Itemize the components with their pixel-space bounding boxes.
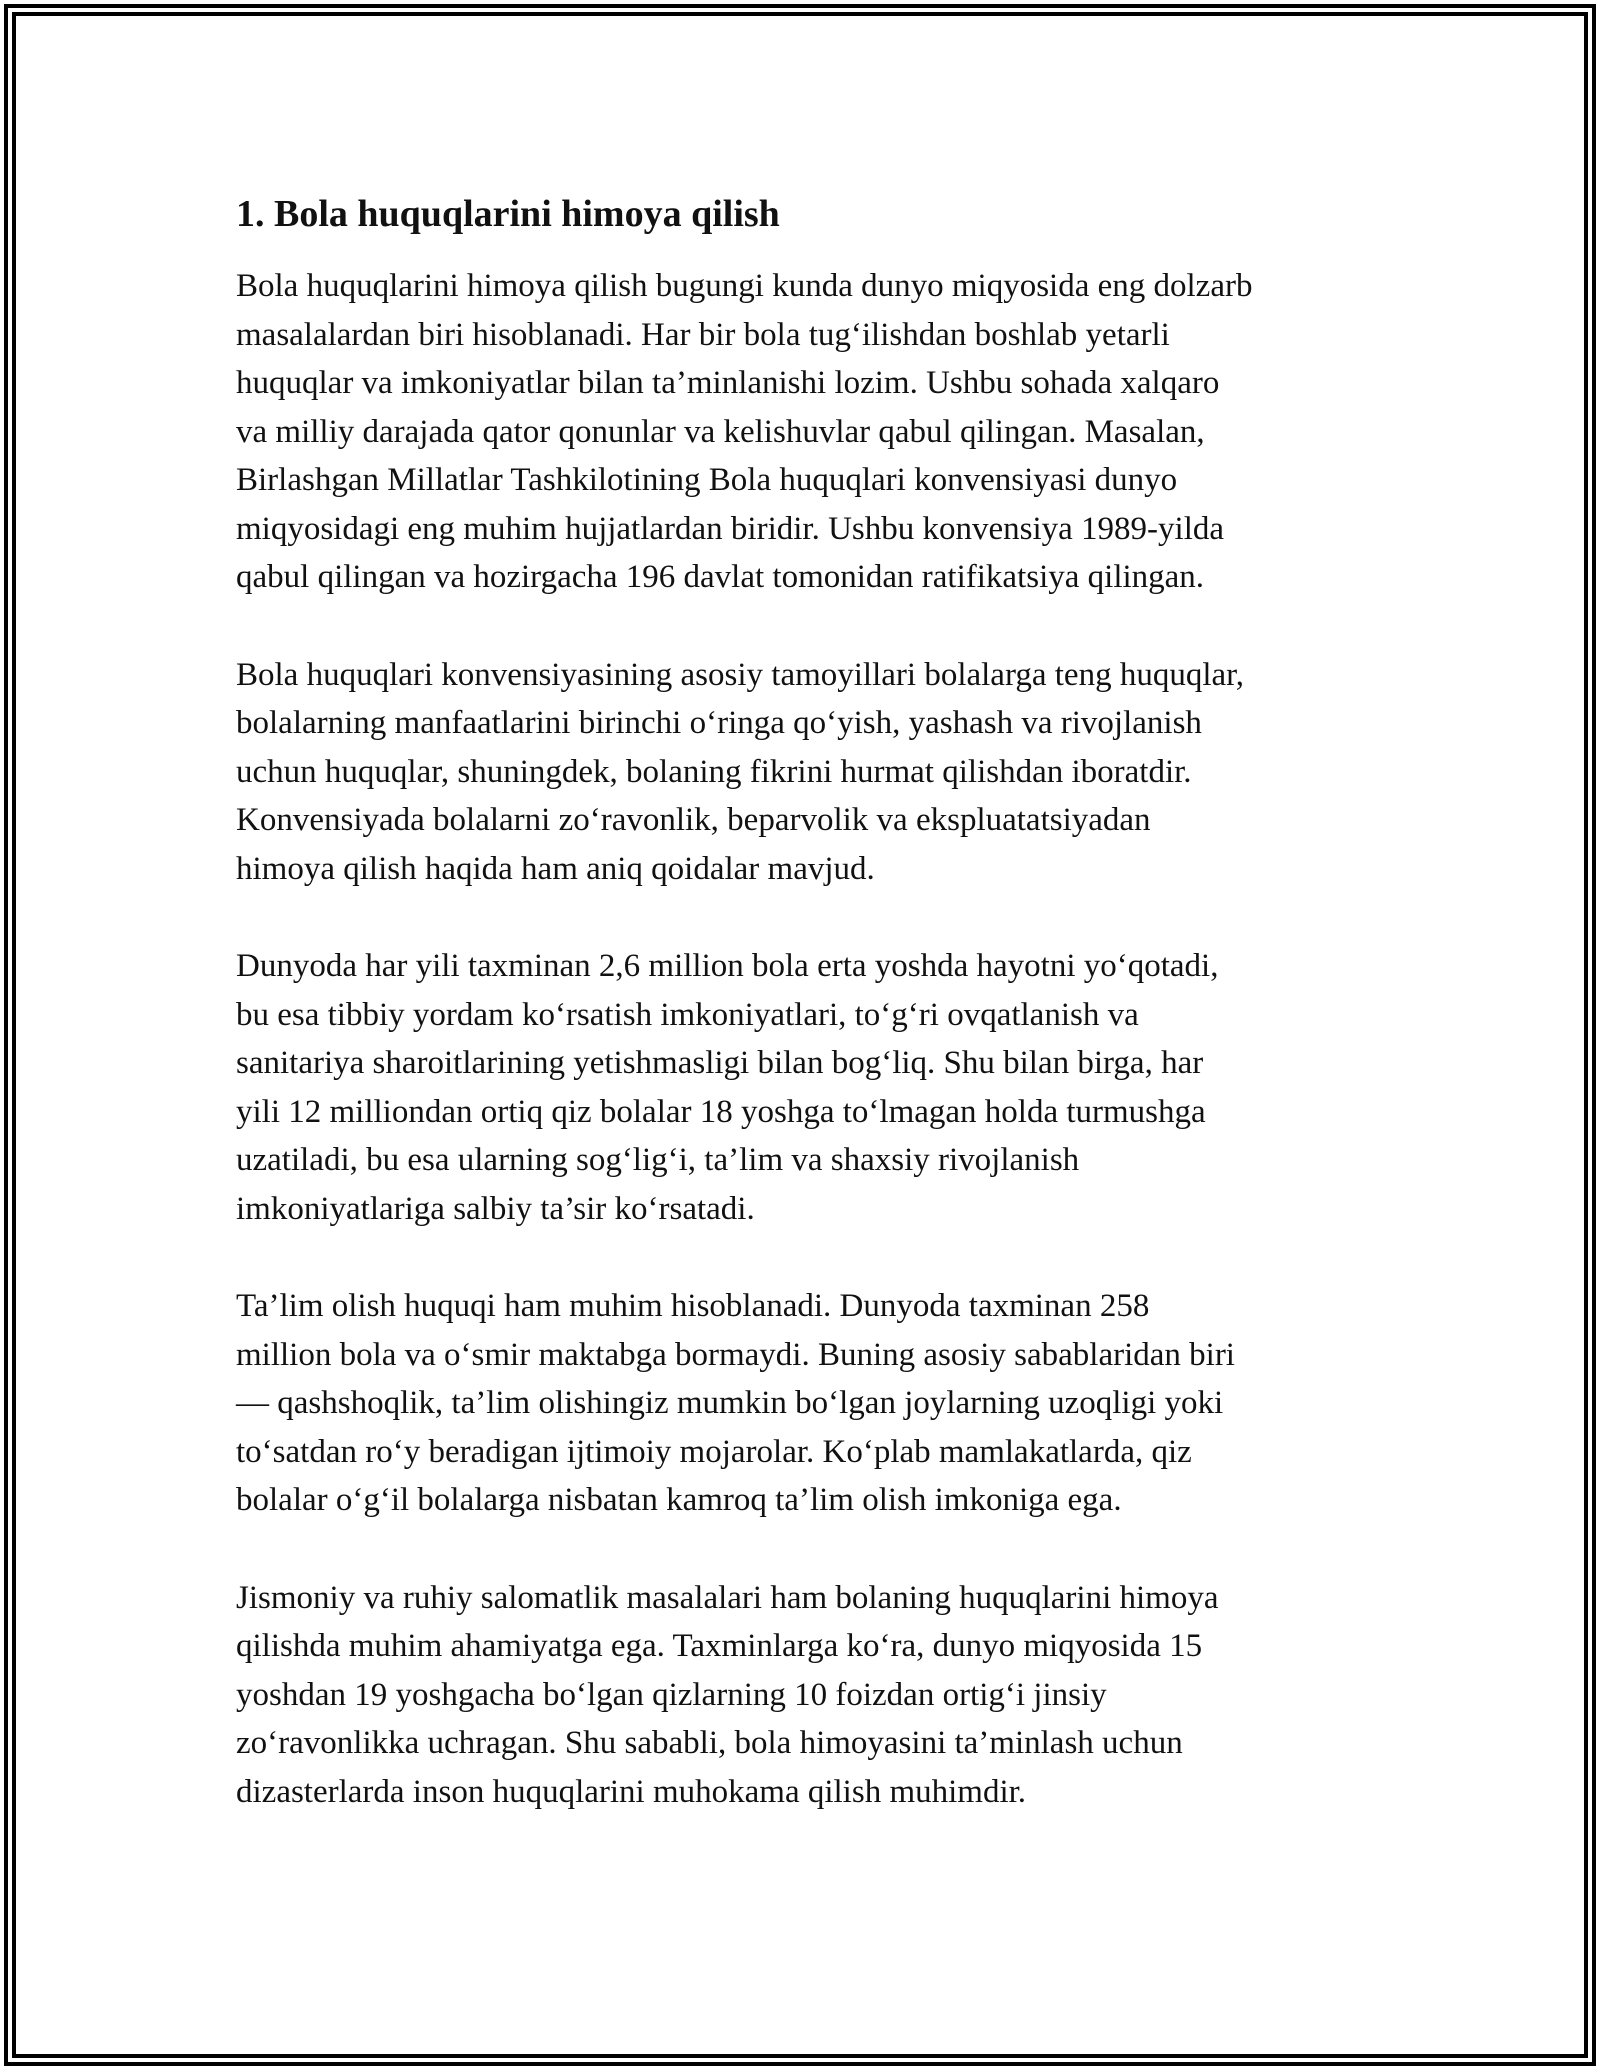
paragraph-1: Bola huquqlarini himoya qilish bugungi kunda dunyo miqyosida eng dolzarb masalalardan biri hisoblanadi. Har bir bola tug‘ilishdan boshlab yetarli huquqlar va imkoniyatlar bilan ta’minlanishi lozim. Ushbu sohada xalqaro va milliy darajada qator qonunlar va kelishuvlar qabul qilingan. Masalan, Birlashgan Millatlar Tashkilotining Bola huquqlari konvensiyasi dunyo miqyosidagi eng muhim hujjatlardan biridir. Ushbu konvensiya 1989-yilda qabul qilingan va hozirgacha 196 davlat tomonidan ratifikatsiya qilingan. [236,268,1253,595]
document-body [236,188,1376,1865]
paragraph-2: Bola huquqlari konvensiyasining asosiy tamoyillari bolalarga teng huquqlar, bolalarning manfaatlarini birinchi o‘ringa qo‘yish, yashash va rivojlanish uchun huquqlar, shuningdek, bolaning fikrini hurmat qilishdan iboratdir. Konvensiyada bolalarni zo‘ravonlik, beparvolik va ekspluatatsiyadan himoya qilish haqida ham aniq qoidalar mavjud. [236,656,1245,887]
paragraph-3: Dunyoda har yili taxminan 2,6 million bola erta yoshda hayotni yo‘qotadi, bu esa tibbiy yordam ko‘rsatish imkoniyatlari, to‘g‘ri ovqatlanish va sanitariya sharoitlarining yetishmasligi bilan bog‘liq. Shu bilan birga, har yili 12 milliondan ortiq qiz bolalar 18 yoshga to‘lmagan holda turmushga uzatiladi, bu esa ularning sog‘lig‘i, ta’lim va shaxsiy rivojlanish imkoniyatlariga salbiy ta’sir ko‘rsatadi. [236,948,1219,1227]
section-heading: 1. Bola huquqlarini himoya qilish [236,193,780,235]
paragraph-4: Ta’lim olish huquqi ham muhim hisoblanadi. Dunyoda taxminan 258 million bola va o‘smir maktabga bormaydi. Buning asosiy sabablaridan biri — qashshoqlik, ta’lim olishingiz mumkin bo‘lgan joylarning uzoqligi yoki to‘satdan ro‘y beradigan ijtimoiy mojarolar. Ko‘plab mamlakatlarda, qiz bolalar o‘g‘il bolalarga nisbatan kamroq ta’lim olish imkoniga ega. [236,1288,1235,1518]
paragraph-5: Jismoniy va ruhiy salomatlik masalalari ham bolaning huquqlarini himoya qilishda muhim ahamiyatga ega. Taxminlarga ko‘ra, dunyo miqyosida 15 yoshdan 19 yoshgacha bo‘lgan qizlarning 10 foizdan ortig‘i jinsiy zo‘ravonlikka uchragan. Shu sababli, bola himoyasini ta’minlash uchun dizasterlarda inson huquqlarini muhokama qilish muhimdir. [236,1579,1219,1810]
